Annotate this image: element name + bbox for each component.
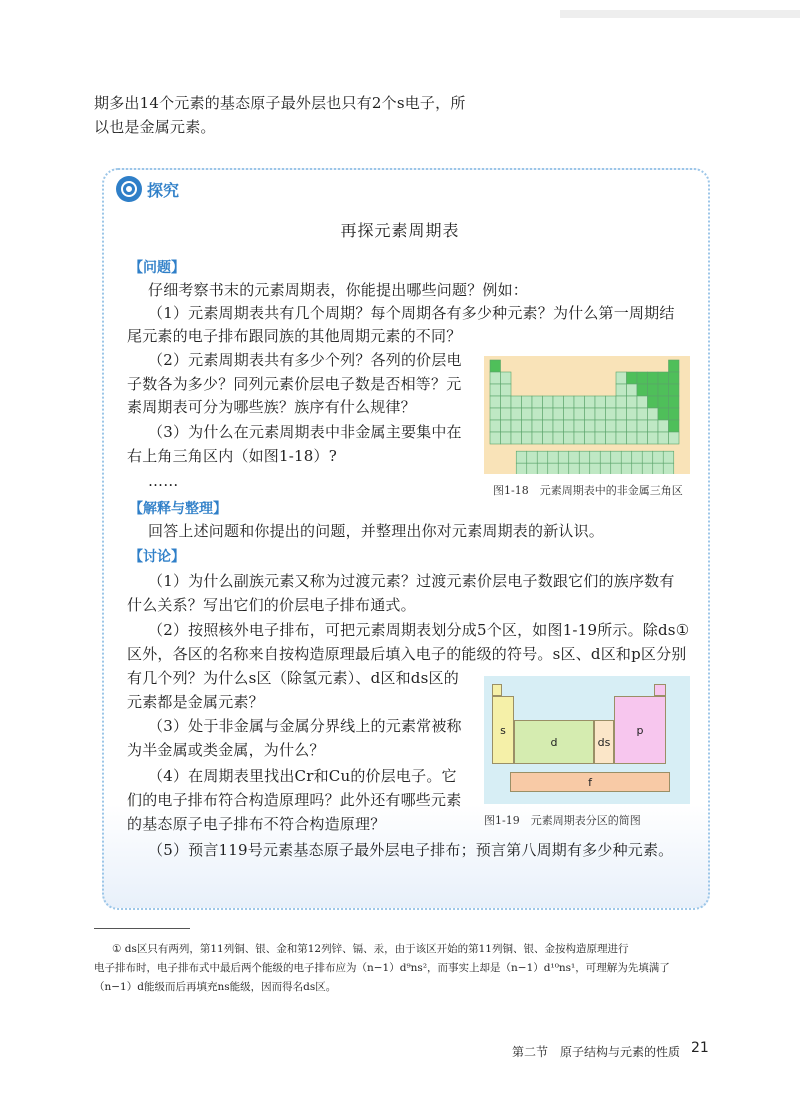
f-series-cell	[569, 463, 580, 474]
metal-cell	[511, 420, 522, 432]
metal-cell	[616, 420, 627, 432]
f-series-cell	[527, 451, 538, 463]
f-series-cell	[621, 451, 632, 463]
metal-cell	[543, 420, 554, 432]
metal-cell	[564, 420, 575, 432]
f-series-cell	[516, 463, 527, 474]
metal-cell	[658, 420, 669, 432]
f-series-cell	[590, 463, 601, 474]
block-ds: ds	[594, 720, 614, 764]
f-series-cell	[611, 451, 622, 463]
metal-cell	[564, 408, 575, 420]
metal-cell	[522, 396, 533, 408]
periodic-table-nonmetal-diagram	[484, 356, 690, 474]
footnote-rule	[94, 928, 190, 929]
page-number: 21	[691, 1040, 709, 1056]
metal-cell	[490, 384, 501, 396]
metal-cell	[522, 432, 533, 444]
metal-cell	[490, 420, 501, 432]
metal-cell	[501, 396, 512, 408]
discuss-line: 区外，各区的名称来自按构造原理最后填入电子的能级的符号。s区、d区和p区分别	[127, 645, 687, 663]
f-series-cell	[558, 451, 569, 463]
nonmetal-cell	[648, 396, 659, 408]
metal-cell	[501, 372, 512, 384]
discuss-line: 什么关系？写出它们的价层电子排布通式。	[127, 596, 416, 614]
intro-line-1: 期多出14个元素的基态原子最外层也只有2个s电子，所	[94, 94, 466, 112]
discuss-line: 们的电子排布符合构造原理吗？此外还有哪些元素	[127, 791, 462, 809]
metal-cell	[564, 432, 575, 444]
metal-cell	[627, 396, 638, 408]
f-series-cell	[663, 463, 674, 474]
f-series-cell	[642, 463, 653, 474]
metal-cell	[553, 408, 564, 420]
discuss-line: （3）处于非金属与金属分界线上的元素常被称	[148, 717, 462, 735]
f-series-cell	[548, 463, 559, 474]
metal-cell	[616, 432, 627, 444]
nonmetal-cell	[637, 384, 648, 396]
metal-cell	[501, 384, 512, 396]
nonmetal-cell	[669, 408, 680, 420]
f-series-cell	[527, 463, 538, 474]
metal-cell	[637, 432, 648, 444]
block-p: p	[614, 696, 666, 764]
f-series-cell	[590, 451, 601, 463]
question-line: （3）为什么在元素周期表中非金属主要集中在	[148, 423, 462, 441]
metal-cell	[501, 408, 512, 420]
f-series-cell	[653, 463, 664, 474]
metal-cell	[585, 432, 596, 444]
metal-cell	[553, 396, 564, 408]
f-series-cell	[579, 463, 590, 474]
discuss-line: 元素都是金属元素？	[127, 693, 264, 711]
metal-cell	[616, 408, 627, 420]
f-series-cell	[548, 451, 559, 463]
figure-1-19-caption: 图1-19 元素周期表分区的简图	[484, 814, 641, 827]
metal-cell	[553, 420, 564, 432]
f-series-cell	[579, 451, 590, 463]
metal-cell	[522, 420, 533, 432]
metal-cell	[501, 420, 512, 432]
nonmetal-cell	[627, 372, 638, 384]
metal-cell	[490, 396, 501, 408]
block-d: d	[514, 720, 594, 764]
metal-cell	[648, 432, 659, 444]
metal-cell	[595, 420, 606, 432]
nonmetal-cell	[669, 372, 680, 384]
metal-cell	[532, 432, 543, 444]
figure-1-18-caption: 图1-18 元素周期表中的非金属三角区	[493, 484, 683, 497]
nonmetal-cell	[669, 396, 680, 408]
block-p-helium	[654, 684, 666, 696]
metal-cell	[595, 396, 606, 408]
metal-cell	[606, 408, 617, 420]
discuss-line: 的基态原子电子排布不符合构造原理？	[127, 815, 386, 833]
metal-cell	[490, 408, 501, 420]
metal-cell	[585, 396, 596, 408]
nonmetal-cell	[669, 360, 680, 372]
figure-1-19	[484, 676, 690, 804]
nonmetal-cell	[658, 372, 669, 384]
metal-cell	[564, 396, 575, 408]
question-line: （1）元素周期表共有几个周期？每个周期各有多少种元素？为什么第一周期结	[148, 304, 675, 322]
question-ellipsis: ……	[148, 472, 179, 490]
f-series-cell	[516, 451, 527, 463]
metal-cell	[616, 384, 627, 396]
metal-cell	[595, 432, 606, 444]
metal-cell	[511, 408, 522, 420]
metal-cell	[606, 396, 617, 408]
question-line: 仔细考察书末的元素周期表，你能提出哪些问题？例如：	[148, 281, 529, 299]
discuss-line: （5）预言119号元素基态原子最外层电子排布；预言第八周期有多少种元素。	[148, 841, 674, 859]
metal-cell	[490, 372, 501, 384]
metal-cell	[511, 432, 522, 444]
f-series-cell	[663, 451, 674, 463]
nonmetal-cell	[637, 372, 648, 384]
metal-cell	[606, 420, 617, 432]
metal-cell	[585, 420, 596, 432]
metal-cell	[669, 432, 680, 444]
metal-cell	[658, 432, 669, 444]
f-series-cell	[632, 451, 643, 463]
metal-cell	[532, 396, 543, 408]
f-series-cell	[621, 463, 632, 474]
top-strip	[560, 10, 800, 18]
f-series-cell	[600, 451, 611, 463]
block-s-hydrogen	[492, 684, 502, 696]
section-title: 再探元素周期表	[340, 221, 460, 240]
nonmetal-cell	[658, 384, 669, 396]
f-series-cell	[600, 463, 611, 474]
question-line: 尾元素的电子排布跟同族的其他周期元素的不同？	[127, 327, 462, 345]
block-f: f	[510, 772, 670, 792]
explain-line: 回答上述问题和你提出的问题，并整理出你对元素周期表的新认识。	[148, 522, 605, 540]
nonmetal-cell	[658, 396, 669, 408]
discuss-line: （2）按照核外电子排布，可把元素周期表划分成5个区，如图1-19所示。除ds①	[148, 621, 690, 639]
f-series-cell	[653, 451, 664, 463]
metal-cell	[595, 408, 606, 420]
metal-cell	[511, 396, 522, 408]
metal-cell	[637, 420, 648, 432]
metal-cell	[574, 432, 585, 444]
heading-discuss: 【讨论】	[129, 549, 185, 565]
discuss-line: （4）在周期表里找出Cr和Cu的价层电子。它	[148, 767, 457, 785]
metal-cell	[501, 432, 512, 444]
metal-cell	[627, 408, 638, 420]
question-line: 子数各为多少？同列元素价层电子数是否相等？元	[127, 375, 462, 393]
metal-cell	[574, 396, 585, 408]
nonmetal-cell	[669, 384, 680, 396]
metal-cell	[522, 408, 533, 420]
figure-1-18	[484, 356, 690, 474]
metal-cell	[627, 432, 638, 444]
block-s: s	[492, 696, 514, 764]
heading-explain: 【解释与整理】	[129, 501, 227, 517]
metal-cell	[616, 372, 627, 384]
f-series-cell	[558, 463, 569, 474]
metal-cell	[637, 408, 648, 420]
f-series-cell	[537, 463, 548, 474]
metal-cell	[574, 408, 585, 420]
nonmetal-cell	[648, 384, 659, 396]
metal-cell	[627, 420, 638, 432]
f-series-cell	[642, 451, 653, 463]
explore-target-icon	[116, 176, 142, 202]
question-line: （2）元素周期表共有多少个列？各列的价层电	[148, 351, 462, 369]
f-series-cell	[537, 451, 548, 463]
nonmetal-cell	[490, 360, 501, 372]
metal-cell	[490, 432, 501, 444]
nonmetal-cell	[669, 420, 680, 432]
heading-question: 【问题】	[129, 260, 185, 276]
f-series-cell	[569, 451, 580, 463]
footnote-line: 电子排布时，电子排布式中最后两个能级的电子排布应为（n−1）d⁹ns²，而事实上却是（n−1）d¹⁰ns¹，可理解为先填满了	[94, 962, 670, 974]
explore-badge-label: 探究	[147, 180, 180, 200]
nonmetal-cell	[648, 372, 659, 384]
metal-cell	[627, 384, 638, 396]
metal-cell	[553, 432, 564, 444]
footer-section: 第二节 原子结构与元素的性质	[512, 1045, 681, 1059]
metal-cell	[532, 420, 543, 432]
question-line: 素周期表可分为哪些族？族序有什么规律？	[127, 398, 416, 416]
metal-cell	[648, 408, 659, 420]
metal-cell	[637, 396, 648, 408]
footnote-line: （n−1）d能级而后再填充ns能级，因而得名ds区。	[94, 981, 337, 993]
metal-cell	[574, 420, 585, 432]
explore-badge	[116, 176, 179, 202]
f-series-cell	[632, 463, 643, 474]
discuss-line: 有几个列？为什么s区（除氢元素）、d区和ds区的	[127, 669, 459, 687]
metal-cell	[543, 396, 554, 408]
intro-line-2: 以也是金属元素。	[94, 118, 216, 136]
metal-cell	[616, 396, 627, 408]
nonmetal-cell	[658, 408, 669, 420]
metal-cell	[606, 432, 617, 444]
metal-cell	[532, 408, 543, 420]
discuss-line: （1）为什么副族元素又称为过渡元素？过渡元素价层电子数跟它们的族序数有	[148, 572, 675, 590]
discuss-line: 为半金属或类金属，为什么？	[127, 741, 325, 759]
footnote-line: ① ds区只有两列，第11列铜、银、金和第12列锌、镉、汞，由于该区开始的第11列铜、银、金按构造原理进行	[112, 943, 629, 955]
f-series-cell	[611, 463, 622, 474]
metal-cell	[543, 408, 554, 420]
metal-cell	[543, 432, 554, 444]
metal-cell	[648, 420, 659, 432]
metal-cell	[585, 408, 596, 420]
question-line: 右上角三角区内（如图1-18）?	[127, 447, 337, 465]
